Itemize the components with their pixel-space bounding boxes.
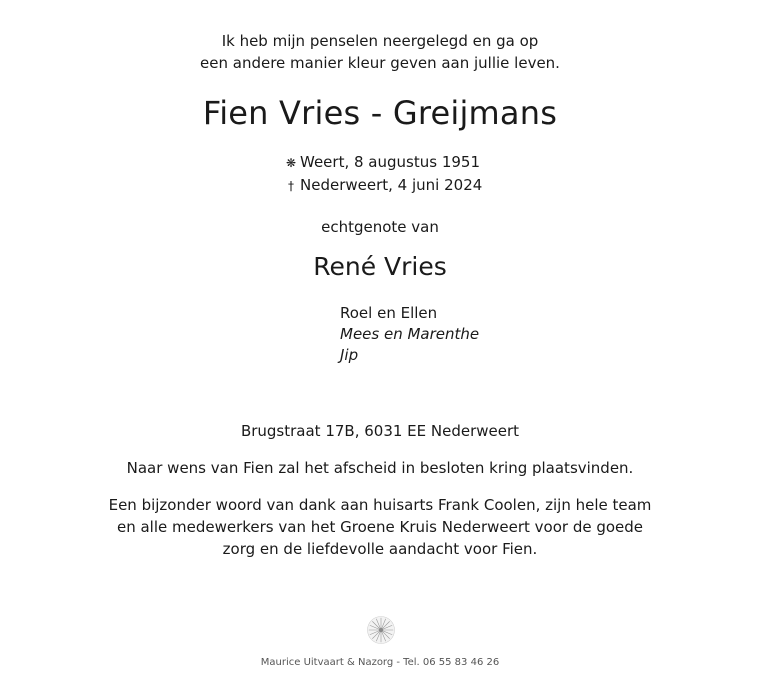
quote-line-2: een andere manier kleur geven aan jullie leven. [200, 54, 560, 72]
thanks-line-3: zorg en de liefdevolle aandacht voor Fien. [222, 540, 538, 558]
children-names: Roel en Ellen [340, 304, 438, 322]
birth-star-icon: ❋ [285, 156, 297, 170]
quote-line-1: Ik heb mijn penselen neergelegd en ga op [221, 32, 539, 50]
thanks-line-2: en alle medewerkers van het Groene Kruis Nederweert voor de goede [116, 518, 644, 536]
family-list [340, 303, 479, 366]
birth-text: Weert, 8 augustus 1951 [300, 153, 480, 171]
life-dates [284, 151, 482, 197]
grandchildren-names-1: Mees en Marenthe [340, 325, 480, 343]
grandchildren-names-2: Jip [340, 346, 359, 364]
death-cross-icon: † [288, 179, 294, 193]
footer-contact: Maurice Uitvaart & Nazorg - Tel. 06 55 83 46 26 [260, 657, 500, 668]
dandelion-icon [366, 615, 396, 645]
death-text: Nederweert, 4 juni 2024 [300, 176, 483, 194]
thanks-paragraph [0, 494, 760, 560]
birth-line [284, 151, 482, 174]
thanks-line-1: Een bijzonder woord van dank aan huisarts Frank Coolen, zijn hele team [108, 496, 652, 514]
farewell-text: Naar wens van Fien zal het afscheid in besloten kring plaatsvinden. [126, 459, 634, 477]
death-line [284, 174, 482, 197]
spouse-name: René Vries [313, 252, 447, 281]
address: Brugstraat 17B, 6031 EE Nederweert [240, 422, 520, 440]
opening-quote [0, 30, 760, 74]
deceased-name: Fien Vries - Greijmans [202, 94, 558, 132]
relation-text: echtgenote van [321, 218, 439, 236]
